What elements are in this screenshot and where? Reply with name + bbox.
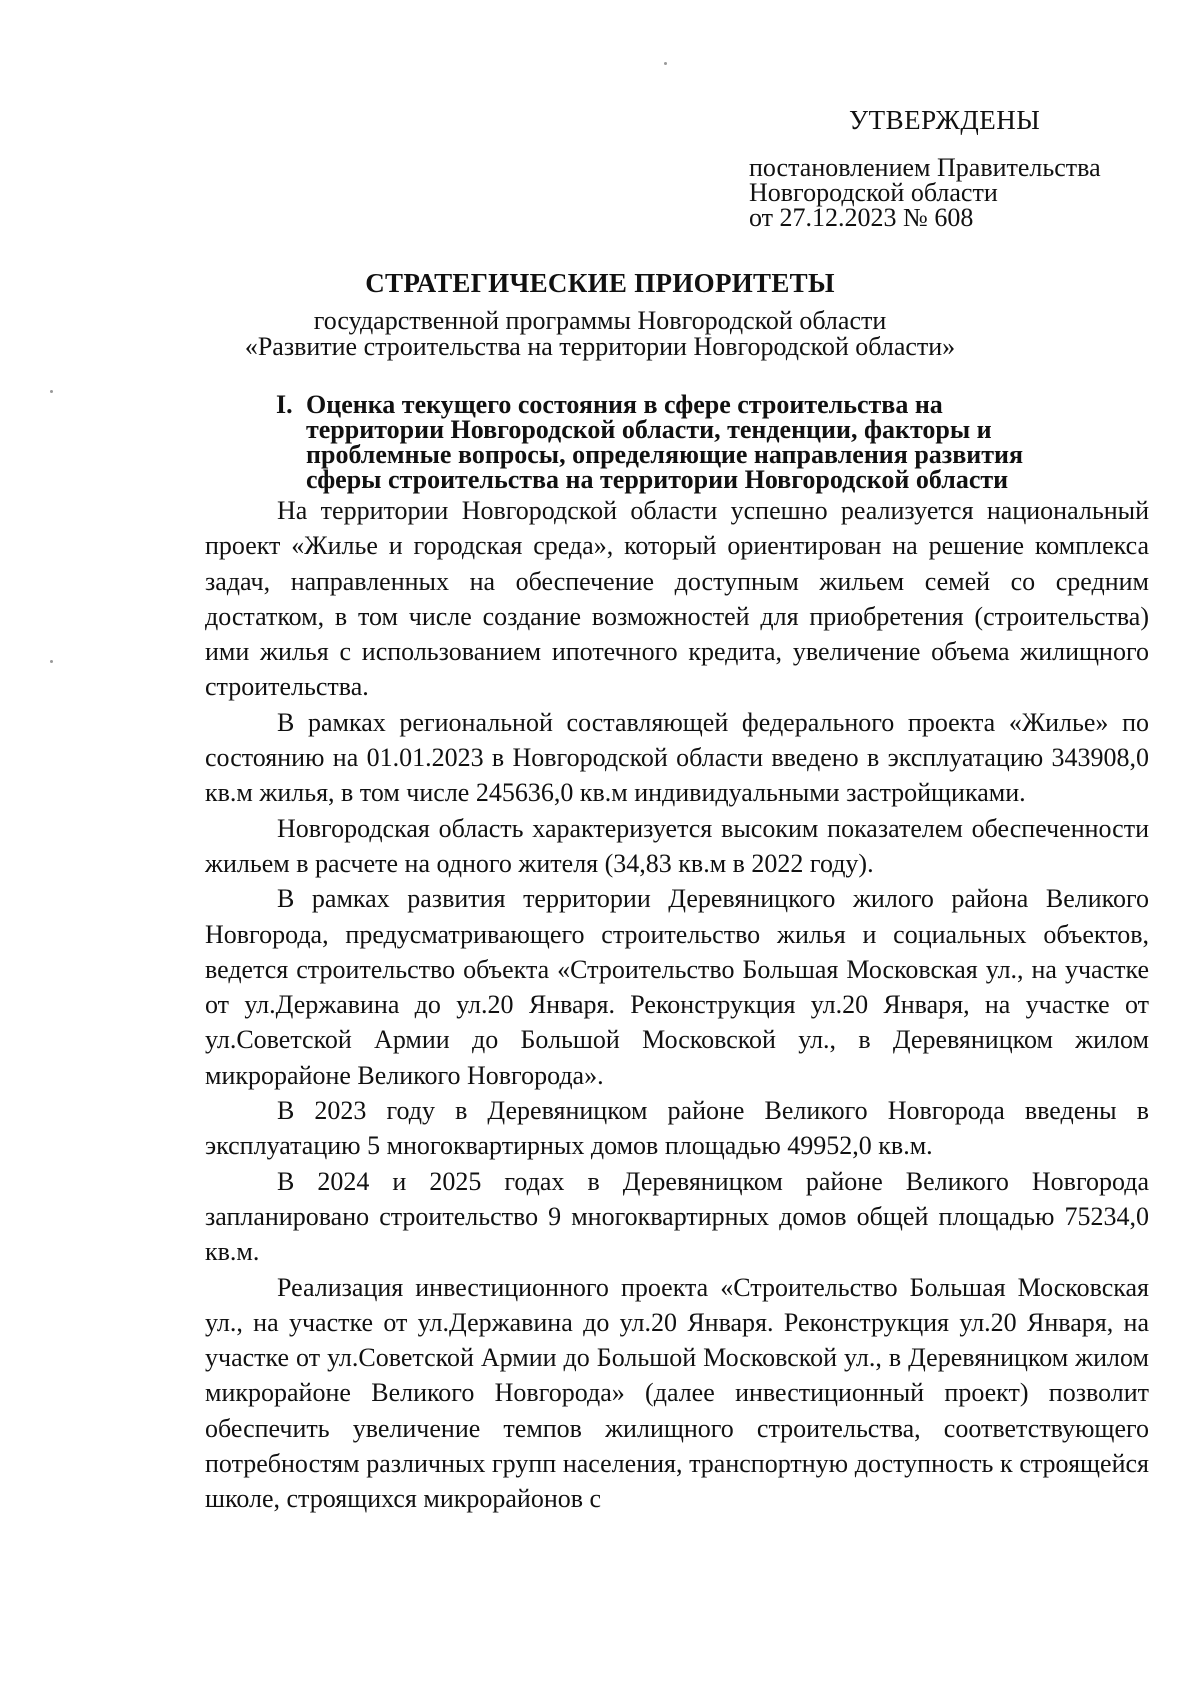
paragraph: На территории Новгородской области успешно реализуется национальный проект «Жилье и городская среда», который ориентирован на решение комплекса задач, направленных на обеспечение доступным жильем семей со средним достатком, в том числе создание возможностей для приобретения (строительства) ими жилья с использованием ипотечного кредита, увеличение объема жилищного строительства. (205, 496, 1149, 702)
scan-speck (50, 660, 53, 663)
document-body (205, 493, 1149, 1517)
subtitle-line-2: «Развитие строительства на территории Новгородской области» (244, 332, 956, 361)
subtitle-line-1: государственной программы Новгородской области (313, 306, 887, 335)
section-heading-line-3: проблемные вопросы, определяющие направления развития (306, 440, 1024, 469)
section-heading (276, 392, 1136, 492)
scan-speck (664, 62, 667, 65)
approval-line-3: от 27.12.2023 № 608 (749, 203, 974, 232)
paragraph: Реализация инвестиционного проекта «Строительство Большая Московская ул., на участке от ул.Державина до ул.20 Января. Реконструкция ул.20 Января, на участке от ул.Советской Армии до Большой Московской ул., в Деревяницком жилом микрорайоне Великого Новгорода» (далее инвестиционный проект) позволит обеспечить увеличение темпов жилищного строительства, соответствующего потребностям различных групп населения, транспортную доступность к строящейся школе, строящихся микрорайонов с (205, 1272, 1149, 1514)
approval-stamp: УТВЕРЖДЕНЫ (849, 105, 1041, 135)
section-heading-line-1: Оценка текущего состояния в сфере строительства на (306, 390, 943, 419)
section-number: I. (276, 390, 293, 419)
approval-line-1: постановлением Правительства (749, 153, 1101, 182)
document-title: СТРАТЕГИЧЕСКИЕ ПРИОРИТЕТЫ (365, 268, 835, 298)
paragraph: Новгородская область характеризуется высоким показателем обеспеченности жильем в расчете на одного жителя (34,83 кв.м в 2022 году). (205, 813, 1149, 878)
scan-speck (50, 390, 53, 393)
approval-line-2: Новгородской области (749, 178, 998, 207)
paragraph: В 2024 и 2025 годах в Деревяницком районе Великого Новгорода запланировано строительство 9 многоквартирных домов общей площадью 75234,0 кв.м. (205, 1166, 1149, 1267)
section-heading-line-2: территории Новгородской области, тенденции, факторы и (306, 415, 992, 444)
approval-block (749, 105, 1169, 232)
paragraph: В рамках региональной составляющей федерального проекта «Жилье» по состоянию на 01.01.2023 в Новгородской области введено в эксплуатацию 343908,0 кв.м жилья, в том числе 245636,0 кв.м индивидуальными застройщиками. (205, 707, 1149, 808)
section-heading-line-4: сферы строительства на территории Новгородской области (306, 465, 1009, 494)
paragraph: В рамках развития территории Деревяницкого жилого района Великого Новгорода, предусматривающего строительство жилья и социальных объектов, ведется строительство объекта «Строительство Большая Московская ул., на участке от ул.Державина до ул.20 Января. Реконструкция ул.20 Января, на участке от ул.Советской Армии до Большой Московской ул., в Деревяницком жилом микрорайоне Великого Новгорода». (205, 884, 1149, 1090)
paragraph: В 2023 году в Деревяницком районе Великого Новгорода введены в эксплуатацию 5 многоквартирных домов площадью 49952,0 кв.м. (205, 1096, 1149, 1161)
document-subtitle (0, 308, 1200, 360)
